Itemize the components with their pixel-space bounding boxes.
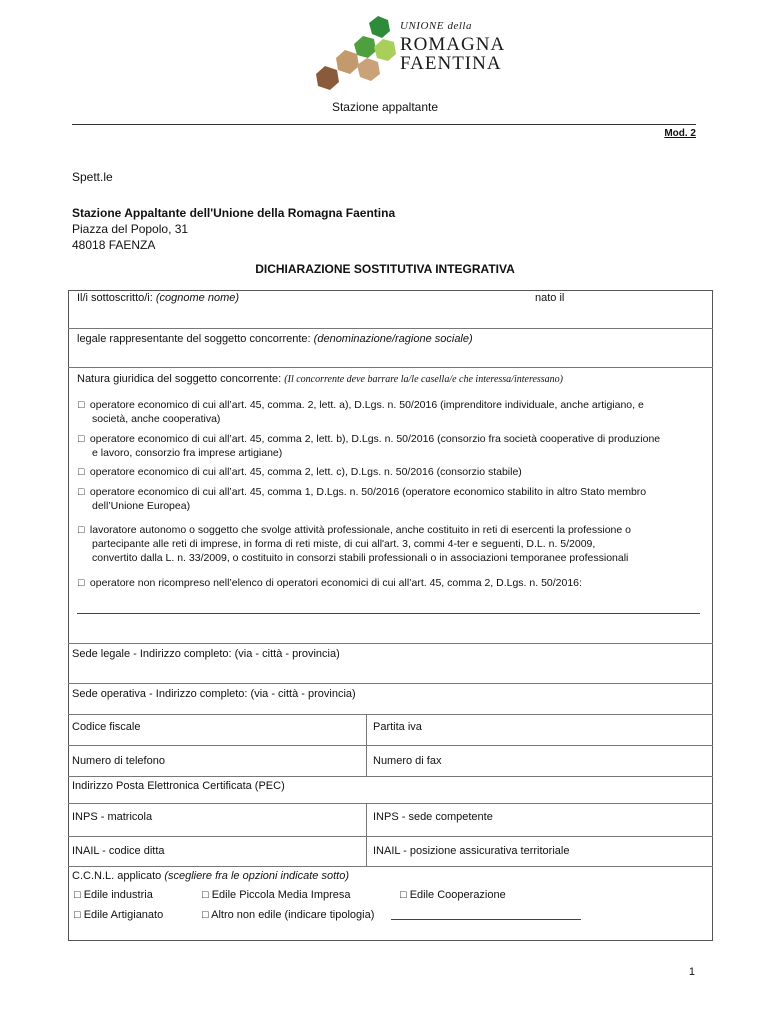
ccnl-option-label: Edile industria	[83, 889, 153, 901]
ccnl-edile-industria[interactable]	[74, 889, 153, 901]
sottoscritto-hint: (cognome nome)	[155, 292, 240, 304]
option-line: operatore economico di cui all’art. 45, comma 1, D.Lgs. n. 50/2016 (operatore economico stabilito in altro Stato membro	[89, 486, 647, 498]
option-line: partecipante alle reti di imprese, in forma di reti miste, di cui all'art. 3, commi 4-ter e seguenti, D.L. n. 5/2009,	[92, 538, 596, 550]
mod-label: Mod. 2	[664, 128, 696, 139]
divider	[68, 367, 713, 368]
checkbox-icon[interactable]: □	[202, 909, 209, 921]
option-a[interactable]	[78, 398, 708, 426]
checkbox-icon[interactable]: □	[78, 399, 85, 411]
checkbox-icon[interactable]: □	[78, 466, 85, 478]
spett-label: Spett.le	[72, 170, 113, 184]
addressee-block	[72, 205, 395, 253]
logo-line2: ROMAGNA	[400, 34, 506, 55]
page-number: 1	[688, 966, 695, 978]
divider	[68, 643, 713, 644]
ccnl-label: C.C.N.L. applicato	[72, 870, 162, 882]
nato-il-label[interactable]: nato il	[535, 292, 565, 304]
option-d[interactable]	[78, 485, 708, 513]
legale-hint: (denominazione/ragione sociale)	[313, 333, 473, 345]
checkbox-icon[interactable]: □	[78, 433, 85, 445]
option-line: dell’Unione Europea)	[92, 500, 191, 512]
stazione-appaltante: Stazione appaltante	[331, 100, 439, 114]
ccnl-edile-artigianato[interactable]	[74, 909, 163, 921]
ccnl-option-label: Edile Artigianato	[83, 909, 164, 921]
logo-line1b: della	[447, 20, 472, 32]
sottoscritto-label: Il/i sottoscritto/i:	[77, 292, 153, 304]
other-fill-line[interactable]	[77, 613, 700, 614]
codice-fiscale-label[interactable]: Codice fiscale	[72, 721, 141, 733]
checkbox-icon[interactable]: □	[78, 486, 85, 498]
option-line: operatore non ricompreso nell’elenco di operatori economici di cui all’art. 45, comma 2, D.Lgs. n. 50/2016:	[89, 577, 582, 589]
sede-legale-label[interactable]: Sede legale - Indirizzo completo: (via - città - provincia)	[72, 648, 340, 660]
legale-row[interactable]	[77, 333, 473, 345]
logo-hex-tan1	[336, 50, 359, 74]
ccnl-edile-pmi[interactable]	[202, 889, 351, 901]
option-e[interactable]	[78, 523, 708, 565]
natura-row	[77, 373, 563, 385]
checkbox-icon[interactable]: □	[400, 889, 407, 901]
inps-sede-label[interactable]: INPS - sede competente	[373, 811, 493, 823]
option-line: operatore economico di cui all’art. 45, comma. 2, lett. a), D.Lgs. n. 50/2016 (imprenditore individuale, anche artigiano, e	[89, 399, 644, 411]
altro-fill-line[interactable]	[391, 919, 581, 920]
divider	[68, 745, 713, 746]
ccnl-option-label: Altro non edile (indicare tipologia)	[211, 909, 375, 921]
checkbox-icon[interactable]: □	[78, 577, 85, 589]
ccnl-option-label: Edile Cooperazione	[409, 889, 506, 901]
logo-line1: UNIONE	[400, 20, 444, 32]
option-b[interactable]	[78, 432, 708, 460]
sede-operativa-label[interactable]: Sede operativa - Indirizzo completo: (via - città - provincia)	[72, 688, 356, 700]
option-line: operatore economico di cui all’art. 45, comma 2, lett. b), D.Lgs. n. 50/2016 (consorzio fra società cooperative di produzione	[89, 433, 661, 445]
column-divider	[366, 714, 367, 776]
option-line: lavoratore autonomo o soggetto che svolge attività professionale, anche costituito in reti di esercenti la professione o	[89, 524, 631, 536]
option-c[interactable]	[78, 465, 708, 479]
addressee-city: 48018 FAENZA	[72, 238, 156, 252]
fax-label[interactable]: Numero di fax	[373, 755, 442, 767]
checkbox-icon[interactable]: □	[202, 889, 209, 901]
logo-hex-brown	[316, 66, 339, 90]
column-divider	[366, 803, 367, 866]
checkbox-icon[interactable]: □	[74, 889, 81, 901]
document-title: DICHIARAZIONE SOSTITUTIVA INTEGRATIVA	[255, 262, 515, 276]
logo-hex-tan2	[357, 58, 380, 81]
checkbox-icon[interactable]: □	[74, 909, 81, 921]
option-line: convertito dalla L. n. 33/2009, o costituito in consorzi stabili professionali o in associazioni temporanee professionali	[92, 552, 629, 564]
inail-posizione-label[interactable]: INAIL - posizione assicurativa territoriale	[373, 845, 570, 857]
natura-label: Natura giuridica del soggetto concorrente:	[77, 373, 282, 385]
header-rule	[72, 124, 696, 125]
telefono-label[interactable]: Numero di telefono	[72, 755, 165, 767]
ccnl-option-label: Edile Piccola Media Impresa	[211, 889, 351, 901]
divider	[68, 683, 713, 684]
divider	[68, 836, 713, 837]
ccnl-hint: (scegliere fra le opzioni indicate sotto)	[164, 870, 349, 882]
ccnl-altro[interactable]	[202, 909, 374, 921]
ccnl-row	[72, 870, 349, 882]
inps-matricola-label[interactable]: INPS - matricola	[72, 811, 153, 823]
option-line: operatore economico di cui all’art. 45, comma 2, lett. c), D.Lgs. n. 50/2016 (consorzio stabile)	[89, 466, 522, 478]
option-other[interactable]	[78, 576, 708, 590]
option-line: società, anche cooperativa)	[92, 413, 221, 425]
sottoscritto-row[interactable]	[77, 292, 239, 304]
legale-label: legale rappresentante del soggetto concorrente:	[77, 333, 311, 345]
natura-hint: (Il concorrente deve barrare la/le casella/e che interessa/interessano)	[284, 374, 564, 385]
logo-hex-lightgreen	[374, 39, 396, 61]
addressee-street: Piazza del Popolo, 31	[72, 222, 189, 236]
ccnl-edile-cooperazione[interactable]	[400, 889, 506, 901]
pec-label[interactable]: Indirizzo Posta Elettronica Certificata (PEC)	[72, 780, 285, 792]
divider	[68, 866, 713, 867]
logo-hex-darkgreen	[369, 16, 390, 38]
checkbox-icon[interactable]: □	[78, 524, 85, 536]
inail-codice-label[interactable]: INAIL - codice ditta	[72, 845, 165, 857]
partita-iva-label[interactable]: Partita iva	[373, 721, 422, 733]
divider	[68, 714, 713, 715]
divider	[68, 776, 713, 777]
addressee-name: Stazione Appaltante dell'Unione della Romagna Faentina	[72, 206, 396, 220]
logo-line3: FAENTINA	[400, 53, 502, 74]
divider	[68, 803, 713, 804]
logo-hex-green	[354, 36, 376, 58]
option-line: e lavoro, consorzio fra imprese artigiane)	[92, 447, 283, 459]
divider	[68, 328, 713, 329]
logo-text	[400, 18, 505, 73]
form-box	[68, 290, 713, 941]
